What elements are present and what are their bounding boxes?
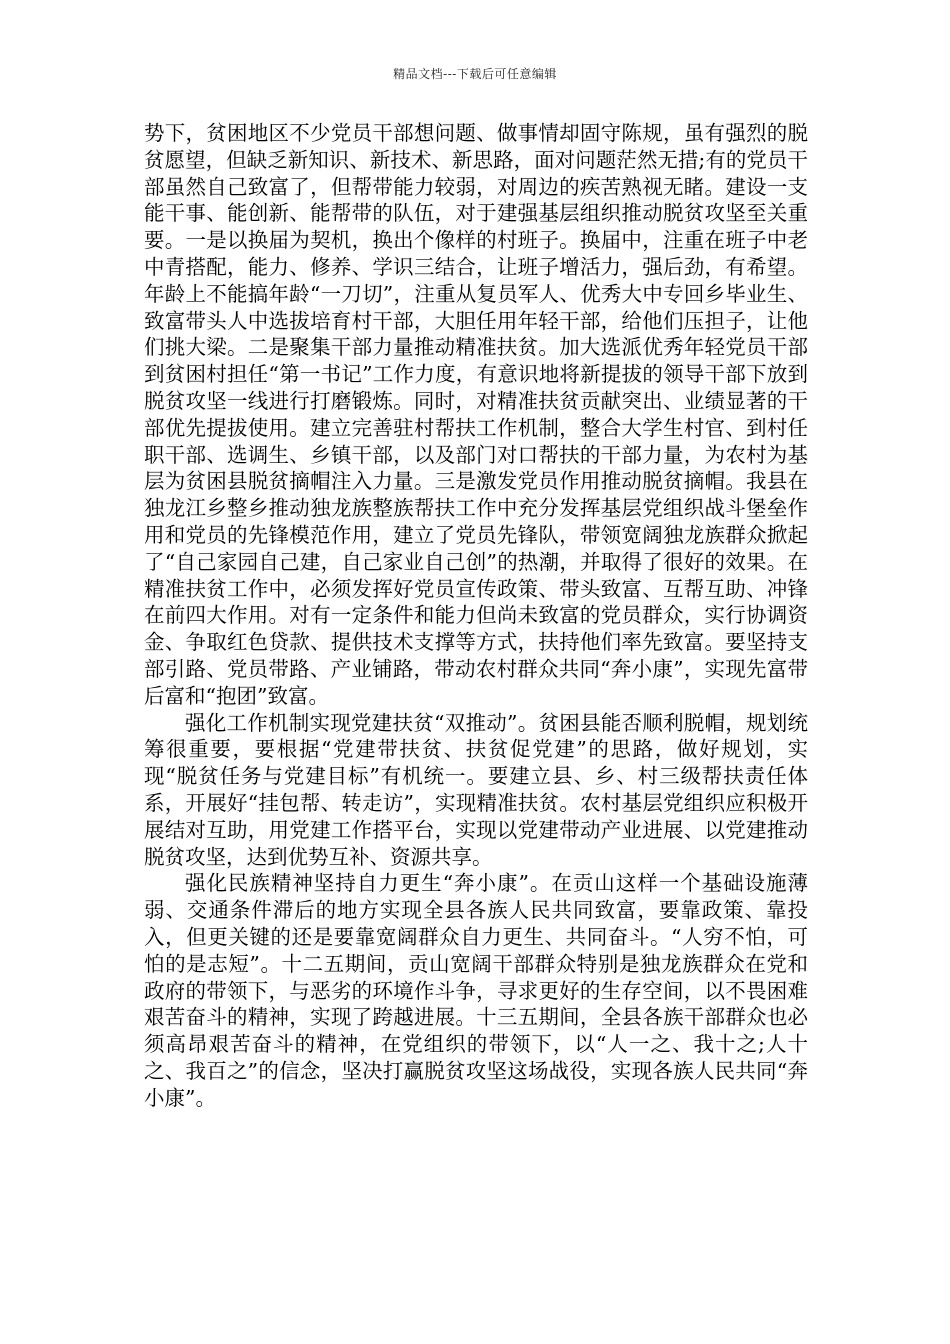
document-body <box>144 120 808 1111</box>
paragraph-2: 强化工作机制实现党建扶贫“双推动”。贫困县能否顺利脱帽，规划统筹很重要，要根据“党建带扶贫、扶贫促党建”的思路，做好规划，实现“脱贫任务与党建目标”有机统一。要建立县、乡、村三级帮扶责任体系，开展好“挂包帮、转走访”，实现精准扶贫。农村基层党组织应积极开展结对互助，用党建工作搭平台，实现以党建带动产业进展、以党建推动脱贫攻坚，达到优势互补、资源共享。 <box>144 710 808 869</box>
paragraph-1: 势下，贫困地区不少党员干部想问题、做事情却固守陈规，虽有强烈的脱贫愿望，但缺乏新知识、新技术、新思路，面对问题茫然无措;有的党员干部虽然自己致富了，但帮带能力较弱，对周边的疾苦熟视无睹。建设一支能干事、能创新、能帮带的队伍，对于建强基层组织推动脱贫攻坚至关重要。一是以换届为契机，换出个像样的村班子。换届中，注重在班子中老中青搭配，能力、修养、学识三结合，让班子增活力，强后劲，有希望。年龄上不能搞年龄“一刀切”，注重从复员军人、优秀大中专回乡毕业生、致富带头人中选拔培育村干部，大胆任用年轻干部，给他们压担子，让他们挑大梁。二是聚集干部力量推动精准扶贫。加大选派优秀年轻党员干部到贫困村担任“第一书记”工作力度，有意识地将新提拔的领导干部下放到脱贫攻坚一线进行打磨锻炼。同时，对精准扶贫贡献突出、业绩显著的干部优先提拔使用。建立完善驻村帮扶工作机制，整合大学生村官、到村任职干部、选调生、乡镇干部，以及部门对口帮扶的干部力量，为农村为基层为贫困县脱贫摘帽注入力量。三是激发党员作用推动脱贫摘帽。我县在独龙江乡整乡推动独龙族整族帮扶工作中充分发挥基层党组织战斗堡垒作用和党员的先锋模范作用，建立了党员先锋队，带领宽阔独龙族群众掀起了“自己家园自己建，自己家业自己创”的热潮，并取得了很好的效果。在精准扶贫工作中，必须发挥好党员宣传政策、带头致富、互帮互助、冲锋在前四大作用。对有一定条件和能力但尚未致富的党员群众，实行协调资金、争取红色贷款、提供技术支撑等方式，扶持他们率先致富。要坚持支部引路、党员带路、产业铺路，带动农村群众共同“奔小康”，实现先富带后富和“抱团”致富。 <box>144 121 808 708</box>
page-header: 精品文档---下载后可任意编辑 <box>393 67 557 81</box>
paragraph-3: 强化民族精神坚持自力更生“奔小康”。在贡山这样一个基础设施薄弱、交通条件滞后的地方实现全县各族人民共同致富，要靠政策、靠投入，但更关键的还是要靠宽阔群众自力更生、共同奋斗。“人穷不怕，可怕的是志短”。十二五期间，贡山宽阔干部群众特别是独龙族群众在党和政府的带领下，与恶劣的环境作斗争，寻求更好的生存空间，以不畏困难艰苦奋斗的精神，实现了跨越进展。十三五期间，全县各族干部群众也必须高昂艰苦奋斗的精神，在党组织的带领下，以“人一之、我十之;人十之、我百之”的信念，坚决打赢脱贫攻坚这场战役，实现各族人民共同“奔小康”。 <box>144 871 808 1110</box>
